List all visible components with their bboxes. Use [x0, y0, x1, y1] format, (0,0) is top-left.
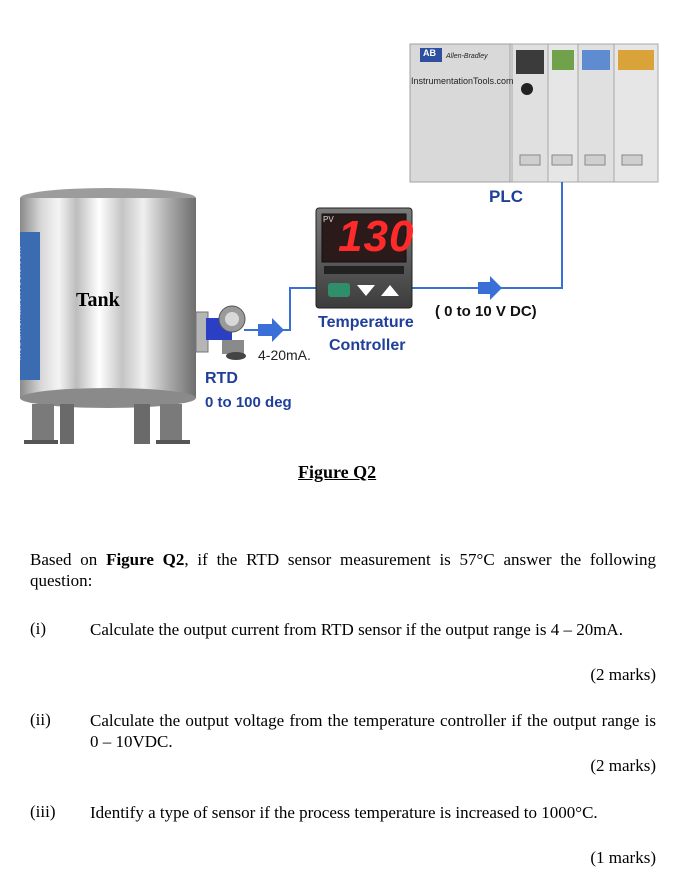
part-number: (ii) [30, 710, 51, 729]
plc-label: PLC [489, 187, 523, 206]
part-text: Calculate the output current from RTD sensor if the output range is 4 – 20mA. [90, 620, 623, 639]
part-text: Identify a type of sensor if the process temperature is increased to 1000°C. [90, 803, 598, 822]
rtd-range-label: 0 to 100 deg [205, 394, 292, 411]
intro-suffix: , if the RTD sensor measurement is 57°C answer the following question: [30, 550, 656, 590]
question-intro [30, 549, 656, 591]
arrow-icon [258, 318, 284, 342]
part-number: (iii) [30, 802, 56, 821]
part-marks: (1 marks) [590, 848, 656, 867]
figure-caption: Figure Q2 [298, 462, 377, 482]
controller-label-line2: Controller [329, 337, 406, 354]
controller-pv-tag: PV [323, 215, 334, 224]
rtd-label: RTD [205, 370, 238, 387]
controller-display: 130 [338, 212, 415, 261]
part-number: (i) [30, 619, 47, 638]
arrow-icon [478, 276, 502, 300]
intro-prefix: Based on [30, 550, 107, 569]
intro-figure-ref: Figure Q2 [106, 550, 185, 569]
signal-current-label: 4-20mA. [258, 347, 311, 363]
signal-voltage-label: ( 0 to 10 V DC) [435, 303, 537, 320]
part-text: Calculate the output voltage from the temperature controller if the output range is 0 – 10VDC. [90, 711, 656, 751]
plc-rack [410, 44, 658, 182]
tank-watermark: InstrumentationTools.com [12, 246, 24, 361]
tank [20, 188, 196, 444]
tank-label: Tank [76, 289, 120, 311]
keyswitch-icon [521, 83, 533, 95]
ab-brand-name: Allen-Bradley [446, 53, 488, 60]
part-marks: (2 marks) [590, 756, 656, 775]
controller-label-line1: Temperature [318, 314, 414, 331]
plc-watermark: InstrumentationTools.com [411, 76, 514, 86]
ab-badge-text: AB [423, 48, 436, 58]
rtd-sensor [196, 306, 246, 360]
part-marks: (2 marks) [590, 665, 656, 684]
